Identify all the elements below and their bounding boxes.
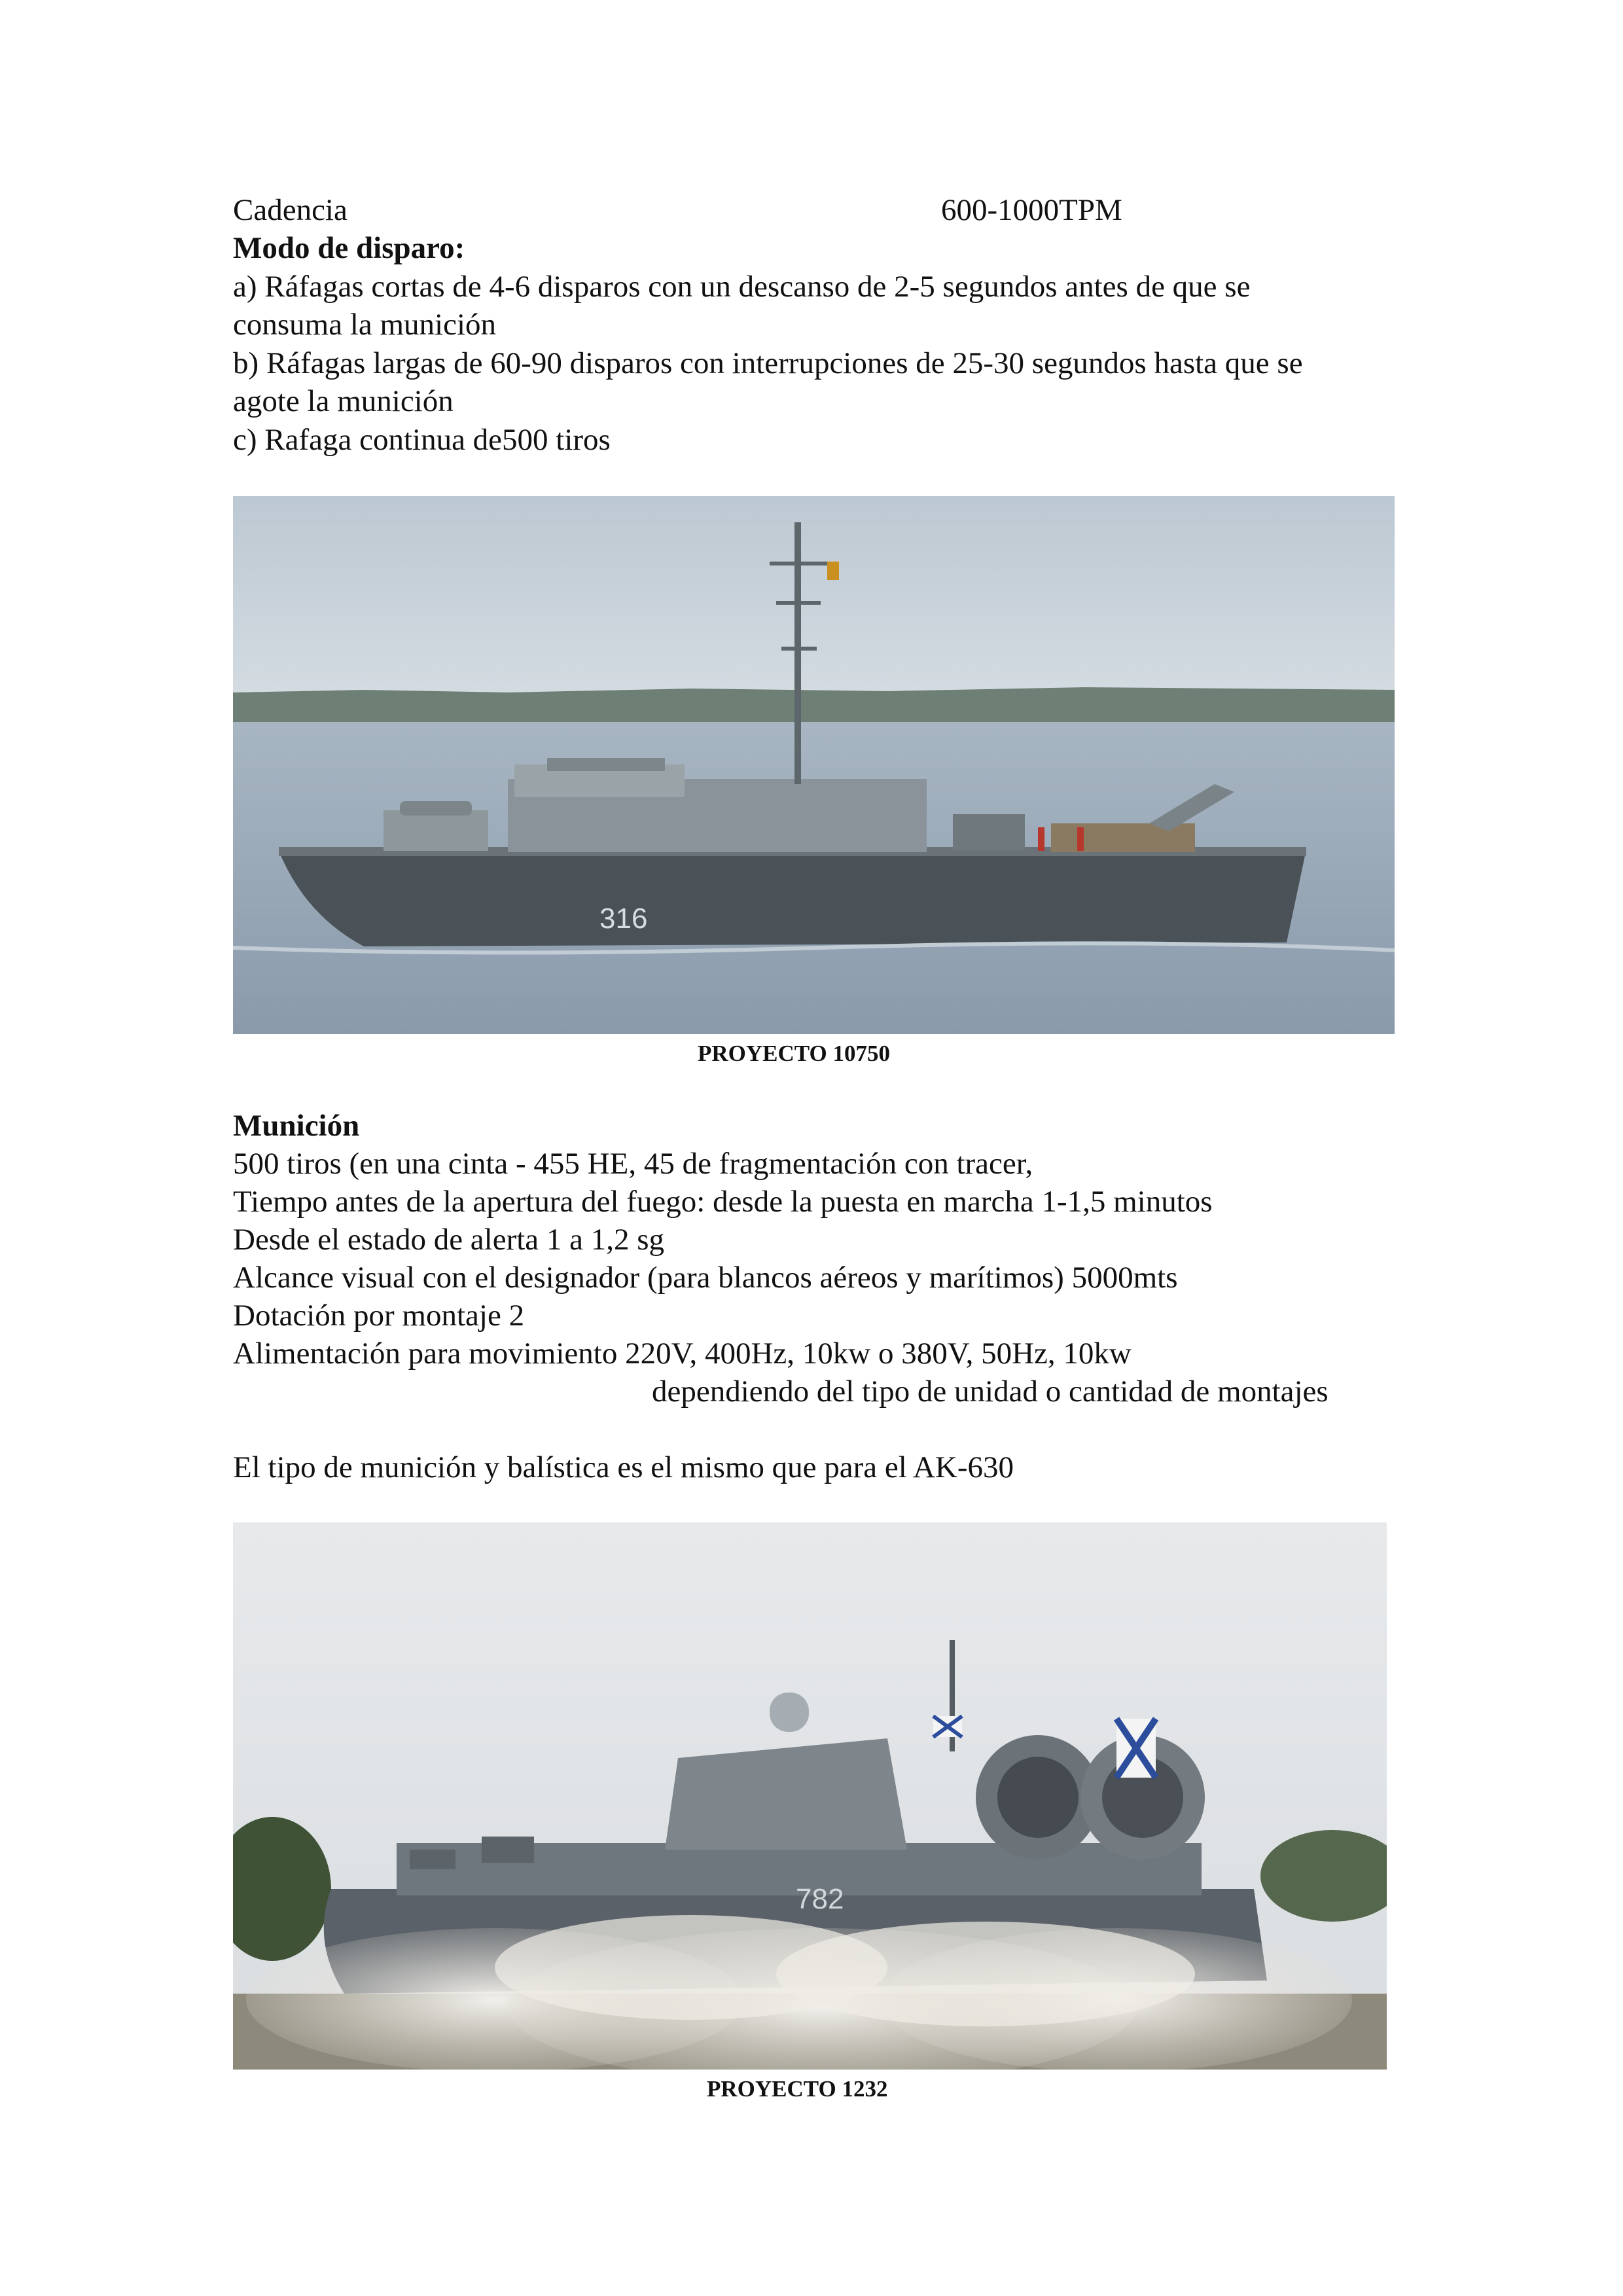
municion-line-1: 500 tiros (en una cinta - 455 HE, 45 de fragmentación con tracer, <box>233 1147 1033 1181</box>
hull-number-316: 316 <box>599 903 648 935</box>
cadencia-value: 600-1000TPM <box>941 193 1122 227</box>
modo-line-a2: consuma la munición <box>233 308 497 342</box>
municion-line-2: Tiempo antes de la apertura del fuego: desde la puesta en marcha 1-1,5 minutos <box>233 1185 1213 1219</box>
modo-line-b1: b) Ráfagas largas de 60-90 disparos con interrupciones de 25-30 segundos hasta que se <box>233 346 1303 380</box>
hull-number-782: 782 <box>796 1883 844 1915</box>
cadencia-label: Cadencia <box>233 193 348 227</box>
municion-line-3: Desde el estado de alerta 1 a 1,2 sg <box>233 1223 665 1257</box>
ship-photo-10750 <box>233 496 1395 1034</box>
caption-proyecto-10750: PROYECTO 10750 <box>698 1041 890 1066</box>
municion-line-5: Dotación por montaje 2 <box>233 1299 525 1333</box>
ship-10750-illustration <box>233 496 1395 1034</box>
municion-line-indented: dependiendo del tipo de unidad o cantidad de montajes <box>652 1374 1329 1408</box>
hovercraft-photo-1232 <box>233 1522 1387 2070</box>
modo-line-c: c) Rafaga continua de500 tiros <box>233 423 611 457</box>
municion-line-6: Alimentación para movimiento 220V, 400Hz, 10kw o 380V, 50Hz, 10kw <box>233 1336 1132 1371</box>
modo-line-b2: agote la munición <box>233 384 454 418</box>
caption-proyecto-1232: PROYECTO 1232 <box>707 2076 888 2102</box>
modo-disparo-heading: Modo de disparo: <box>233 231 465 265</box>
municion-line-4: Alcance visual con el designador (para blancos aéreos y marítimos) 5000mts <box>233 1261 1178 1295</box>
modo-line-a1: a) Ráfagas cortas de 4-6 disparos con un descanso de 2-5 segundos antes de que se <box>233 270 1251 304</box>
municion-note: El tipo de munición y balística es el mismo que para el AK-630 <box>233 1450 1014 1484</box>
municion-heading: Munición <box>233 1109 360 1143</box>
hovercraft-1232-illustration <box>233 1522 1387 2070</box>
